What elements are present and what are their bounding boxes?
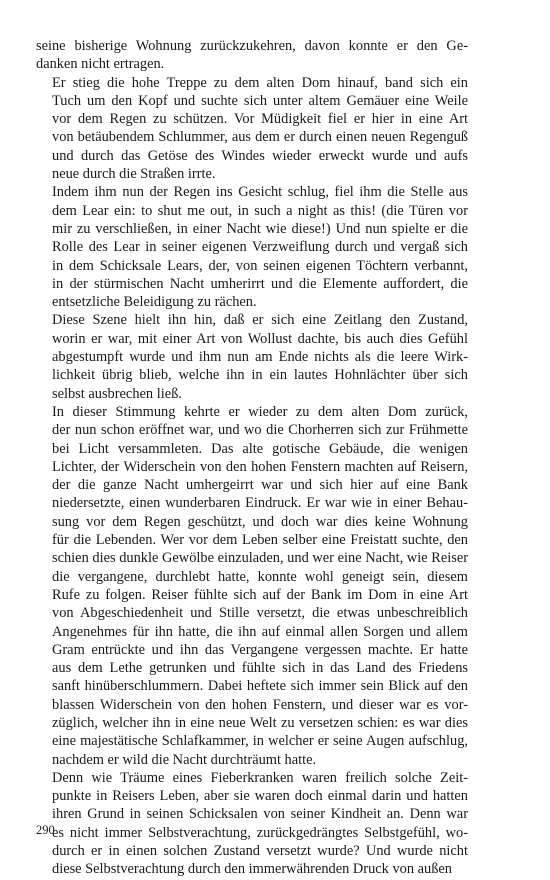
text-line: Lichter, der Widerschein von den hohen Fenstern machten auf Reisern, — [52, 458, 468, 475]
paragraph — [36, 311, 468, 402]
text-line: Angenehmes für ihn hatte, die ihn auf einmal allen Sorgen und allem — [52, 623, 468, 640]
body-text — [36, 37, 468, 879]
text-line: blassen Widerschein von den hohen Fenstern, und dieser war es vor- — [52, 696, 468, 713]
paragraph — [36, 37, 468, 74]
text-line: von Abgeschiedenheit und Stille versetzt, die etwas unbeschreiblich — [52, 605, 468, 622]
text-line: Rolle des Lear in seiner eigenen Verzweiflung durch und vergaß sich — [52, 239, 468, 256]
text-line: in dem Schicksale Lears, der, von seinen eigenen Töchtern verbannt, — [52, 257, 468, 274]
text-line: entsetzliche Beleidigung zu rächen. — [52, 294, 257, 311]
text-line: die vergangene, durchlebt hatte, konnte wohl geneigt sein, diesem — [52, 568, 468, 585]
text-line: bei Licht versammleten. Das alte gotische Gebäude, die wenigen — [52, 440, 468, 457]
paragraph — [36, 403, 468, 769]
text-line: abgestumpft wurde und ihm nun am Ende nichts als die leere Wirk- — [52, 349, 468, 366]
text-line: in der stürmischen Nacht umherirrt und die Elemente auffordert, die — [52, 275, 468, 292]
text-line: dem Lear ein: to shut me out, in such a night as this! (die Türen vor — [52, 202, 468, 219]
text-line: züglich, welcher ihn in eine neue Welt zu versetzen schien: es war dies — [52, 714, 468, 731]
text-line: vor dem Regen zu schützen. Vor Müdigkeit fiel er hier in eine Art — [52, 111, 468, 128]
text-line: eine majestätische Schlafkammer, in welcher er seine Augen aufschlug, — [52, 733, 468, 750]
text-line: mir zu verschließen, in einer Nacht wie diese!) Und nun spielte er die — [52, 220, 468, 237]
text-line: Rufe zu folgen. Reiser fühlte sich auf der Bank im Dom in eine Art — [52, 586, 468, 603]
text-line: neue durch die Straßen irrte. — [52, 166, 216, 183]
text-line: der die ganze Nacht umhergeirrt war und sich hier auf eine Bank — [52, 477, 468, 494]
text-line: Denn wie Träume eines Fieberkranken waren freilich solche Zeit- — [52, 769, 468, 786]
paragraph — [36, 769, 468, 879]
text-line: seine bisherige Wohnung zurückzukehren, davon konnte er den Ge- — [36, 38, 468, 54]
text-line: Indem ihm nun der Regen ins Gesicht schlug, fiel ihm die Stelle aus — [52, 184, 468, 201]
text-line: danken nicht ertragen. — [36, 56, 165, 73]
paragraph — [36, 74, 468, 184]
text-line: Er stieg die hohe Treppe zu dem alten Dom hinauf, band sich ein — [52, 74, 468, 91]
text-line: und durch das Getöse des Windes wieder erweckt wurde und aufs — [52, 147, 468, 164]
text-line: Gram entrückte und ihn das Vergangene vergessen machte. Er hatte — [52, 641, 468, 658]
text-line: Diese Szene hielt ihn hin, daß er sich eine Zeitlang den Zustand, — [52, 312, 468, 329]
text-line: lichkeit übrig blieb, welche ihn in ein lautes Hohnlächter über sich — [52, 367, 468, 384]
page-number: 290 — [36, 823, 55, 837]
text-line: durch er in einen solchen Zustand versetzt wurde? Und wurde nicht — [52, 843, 468, 860]
text-line: niedersetzte, einen wunderbaren Eindruck. Er war wie in einer Behau- — [52, 495, 468, 512]
paragraph — [36, 183, 468, 311]
text-line: selbst ausbrechen ließ. — [52, 385, 182, 402]
text-line: worin er war, mit einer Art von Wollust dachte, bis auch dies Gefühl — [52, 330, 468, 347]
text-line: sanft hinüberschlummern. Dabei heftete sich immer sein Blick auf den — [52, 678, 468, 695]
text-line: schien dies dunkle Gewölbe einzuladen, und wer eine Nacht, wie Reiser — [52, 550, 468, 567]
text-line: Tuch um den Kopf und suchte sich unter altem Gemäuer eine Weile — [52, 92, 468, 109]
text-line: es nicht immer Selbstverachtung, zurückgedrängtes Selbstgefühl, wo- — [52, 824, 468, 841]
text-line: punkte in Reisers Leben, aber sie waren doch einmal darin und hatten — [52, 788, 468, 805]
text-line: ihren Grund in seinen Schicksalen von seiner Kindheit an. Denn war — [52, 806, 468, 823]
text-line: der nun schon eröffnet war, und wo die Chorherren sich zur Frühmette — [52, 422, 468, 439]
text-line: aus dem Lethe getrunken und fühlte sich in das Land des Friedens — [52, 660, 468, 677]
text-line: In dieser Stimmung kehrte er wieder zu dem alten Dom zurück, — [52, 403, 468, 420]
text-line: für die Lebenden. Wer vor dem Leben selber eine Freistatt suchte, den — [52, 532, 468, 549]
text-line: diese Selbstverachtung durch den immerwährenden Druck von außen — [52, 861, 453, 878]
text-line: nachdem er wild die Nacht durchträumt hatte. — [52, 751, 317, 768]
text-line: von betäubendem Schlummer, aus dem er durch einen neuen Regenguß — [52, 129, 468, 146]
text-line: sung vor dem Regen geschützt, und doch war dies keine Wohnung — [52, 513, 468, 530]
